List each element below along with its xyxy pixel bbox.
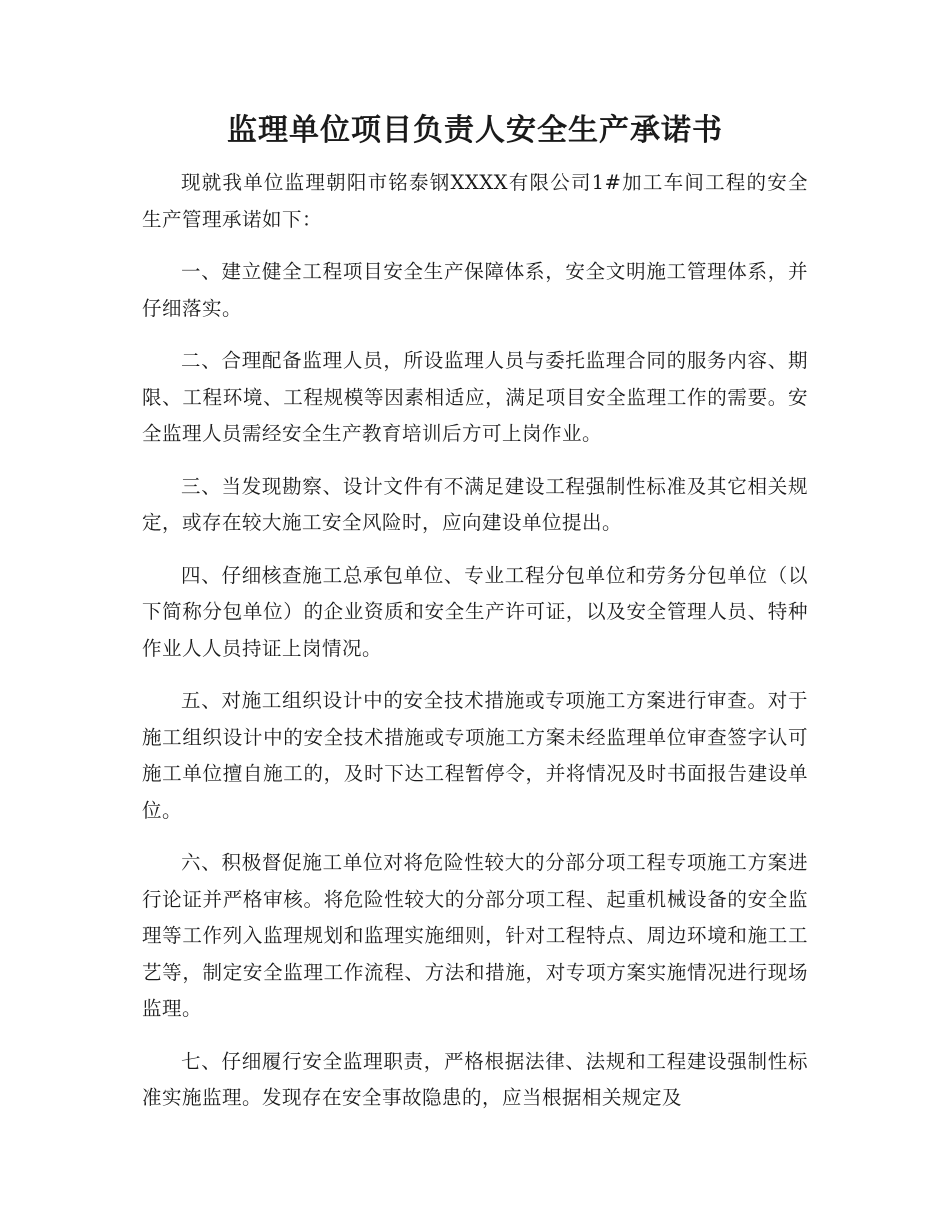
document-body	[142, 165, 808, 1133]
document-title: 监理单位项目负责人安全生产承诺书	[227, 113, 723, 148]
commitment-item-3: 三、当发现勘察、设计文件有不满足建设工程强制性标准及其它相关规定，或存在较大施工安全风险时，应向建设单位提出。	[142, 474, 808, 534]
commitment-item-6: 六、积极督促施工单位对将危险性较大的分部分项工程专项施工方案进行论证并严格审核。将危险性较大的分部分项工程、起重机械设备的安全监理等工作列入监理规划和监理实施细则，针对工程特点、周边环境和施工工艺等，制定安全监理工作流程、方法和措施，对专项方案实施情况进行现场监理。	[142, 851, 808, 1020]
commitment-item-2: 二、合理配备监理人员，所设监理人员与委托监理合同的服务内容、期限、工程环境、工程规模等因素相适应，满足项目安全监理工作的需要。安全监理人员需经安全生产教育培训后方可上岗作业。	[142, 349, 808, 445]
commitment-item-4: 四、仔细核查施工总承包单位、专业工程分包单位和劳务分包单位（以下简称分包单位）的企业资质和安全生产许可证，以及安全管理人员、特种作业人人员持证上岗情况。	[142, 563, 808, 660]
commitment-item-5: 五、对施工组织设计中的安全技术措施或专项施工方案进行审查。对于施工组织设计中的安全技术措施或专项施工方案未经监理单位审查签字认可施工单位擅自施工的，及时下达工程暂停令，并将情况及时书面报告建设单位。	[142, 689, 808, 822]
intro-paragraph: 现就我单位监理朝阳市铭泰钢XXXX有限公司1#加工车间工程的安全生产管理承诺如下：	[142, 171, 808, 231]
commitment-item-1: 一、建立健全工程项目安全生产保障体系，安全文明施工管理体系，并仔细落实。	[142, 260, 808, 320]
commitment-item-7: 七、仔细履行安全监理职责，严格根据法律、法规和工程建设强制性标准实施监理。发现存在安全事故隐患的，应当根据相关规定及	[142, 1049, 808, 1109]
